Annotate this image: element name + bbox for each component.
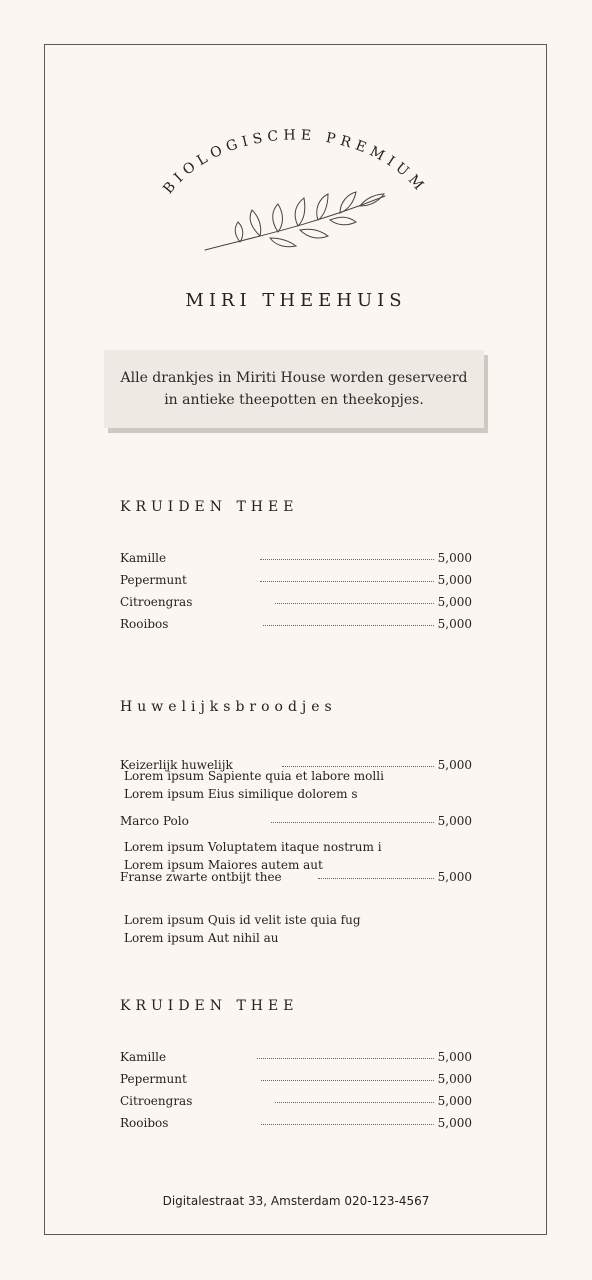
menu-item-name: Marco Polo [120, 814, 189, 828]
menu-item-price: 5,000 [437, 1116, 472, 1130]
leaf-sprig-icon [200, 188, 390, 258]
menu-item-price: 5,000 [437, 758, 472, 772]
leader-dots [257, 1057, 434, 1059]
serving-note [104, 350, 484, 428]
leader-dots [260, 580, 434, 582]
menu-item-name: Pepermunt [120, 573, 187, 587]
menu-item-price: 5,000 [437, 573, 472, 587]
footer-address: Digitalestraat 33, Amsterdam 020-123-4567 [162, 1194, 430, 1208]
leader-dots [271, 821, 434, 823]
menu-item [120, 617, 472, 635]
svg-text:BIOLOGISCHE PREMIUM [160, 127, 429, 197]
menu-item-name: Kamille [120, 551, 167, 565]
menu-item-name: Citroengras [120, 595, 193, 609]
menu-item-description: Lorem ipsum Aut nihil au [124, 931, 279, 945]
menu-item-description: Lorem ipsum Quis id velit iste quia fug [124, 913, 361, 927]
leader-dots [263, 624, 434, 626]
menu-item-price: 5,000 [437, 1094, 472, 1108]
menu-item-name: Rooibos [120, 1116, 169, 1130]
menu-item-name: Pepermunt [120, 1072, 187, 1086]
leader-dots [275, 602, 434, 604]
leader-dots [275, 1101, 434, 1103]
brand-name: MIRI THEEHUIS [185, 290, 407, 311]
menu-item-description: Lorem ipsum Voluptatem itaque nostrum i [124, 840, 382, 854]
menu-item-price: 5,000 [437, 1072, 472, 1086]
menu-item-price: 5,000 [437, 595, 472, 609]
menu-item-price: 5,000 [437, 1050, 472, 1064]
menu-item [120, 551, 472, 569]
menu-item [120, 1116, 472, 1134]
menu-item-price: 5,000 [437, 617, 472, 631]
section-title-kruiden-thee: KRUIDEN THEE [120, 998, 299, 1014]
menu-item-name: Keizerlijk huwelijk [120, 758, 233, 772]
serving-note-text: Alle drankjes in Miriti House worden geserveerd in antieke theepotten en theekopjes. [120, 370, 468, 408]
menu-item [120, 814, 472, 832]
leader-dots [261, 1123, 434, 1125]
menu-item [120, 1050, 472, 1068]
menu-item-price: 5,000 [437, 551, 472, 565]
leader-dots [318, 877, 434, 879]
menu-item-description: Lorem ipsum Sapiente quia et labore molli [124, 769, 384, 783]
menu-item [120, 1094, 472, 1112]
section-title-huwelijksbroodjes: Huwelijksbroodjes [120, 699, 337, 715]
menu-item-name: Citroengras [120, 1094, 193, 1108]
menu-item [120, 870, 472, 888]
leader-dots [260, 558, 434, 560]
leader-dots [261, 1079, 434, 1081]
menu-item [120, 595, 472, 613]
menu-item-name: Franse zwarte ontbijt thee [120, 870, 282, 884]
section-title-kruiden-thee: KRUIDEN THEE [120, 499, 299, 515]
menu-item [120, 573, 472, 591]
menu-item [120, 1072, 472, 1090]
menu-item-name: Rooibos [120, 617, 169, 631]
arc-title-text: BIOLOGISCHE PREMIUM [160, 127, 430, 198]
menu-item-description: Lorem ipsum Eius similique dolorem s [124, 787, 358, 801]
menu-item-name: Kamille [120, 1050, 167, 1064]
menu-item-price: 5,000 [437, 870, 472, 884]
menu-item-description: Lorem ipsum Maiores autem aut [124, 858, 323, 872]
menu-item-price: 5,000 [437, 814, 472, 828]
